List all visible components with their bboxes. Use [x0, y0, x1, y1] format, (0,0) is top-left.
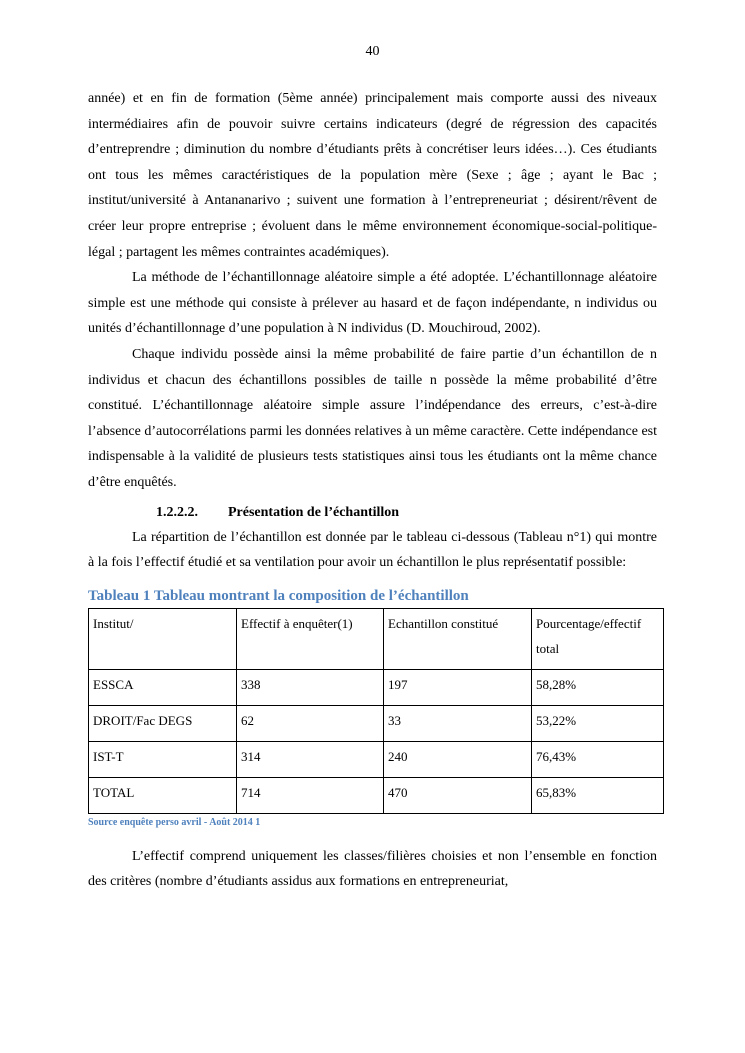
table-row	[89, 741, 664, 777]
table-row	[89, 669, 664, 705]
table-cell: 470	[384, 777, 532, 813]
table-row	[89, 705, 664, 741]
table-cell: 197	[384, 669, 532, 705]
table-cell: 76,43%	[532, 741, 664, 777]
table-source: Source enquête perso avril - Août 2014 1	[88, 816, 261, 828]
table-row-total	[89, 777, 664, 813]
table-cell: IST-T	[89, 741, 237, 777]
table-cell: 62	[237, 705, 384, 741]
table-cell: 58,28%	[532, 669, 664, 705]
paragraph-distribution: La répartition de l’échantillon est donnée par le tableau ci-dessous (Tableau n°1) qui montre à la fois l’effectif étudié et sa ventilation pour avoir un échantillon le plus représentatif possible:	[88, 529, 657, 571]
section-title: Présentation de l’échantillon	[228, 504, 400, 520]
page-number: 40	[365, 44, 380, 59]
table-cell: 33	[384, 705, 532, 741]
paragraph-method: La méthode de l’échantillonnage aléatoire simple a été adoptée. L’échantillonnage aléatoire simple est une méthode qui consiste à prélever au hasard et de façon indépendante, n individus ou unités d’échantillonnage d’une population à N individus (D. Mouchiroud, 2002).	[88, 270, 657, 337]
table-header-cell: Institut/	[89, 608, 237, 669]
table-cell: 338	[237, 669, 384, 705]
section-number: 1.2.2.2.	[156, 504, 198, 520]
table-cell: 53,22%	[532, 705, 664, 741]
table-cell: 314	[237, 741, 384, 777]
spacer	[88, 830, 657, 844]
table-cell: ESSCA	[89, 669, 237, 705]
paragraph-probability: Chaque individu possède ainsi la même probabilité de faire partie d’un échantillon de n individus et chacun des échantillons possibles de taille n possède la même probabilité d’être constitué. L’échantillonnage aléatoire simple assure l’indépendance des erreurs, c’est-à-dire l’absence d’autocorrélations parmi les données relatives à un même caractère. Cette indépendance est indispensable à la validité de plusieurs tests statistiques ainsi tous les étudiants ont la même chance d’être enquêtés.	[88, 346, 657, 490]
table-cell: DROIT/Fac DEGS	[89, 705, 237, 741]
table-header-row	[89, 608, 664, 669]
table-cell: 65,83%	[532, 777, 664, 813]
paragraph-intro: année) et en fin de formation (5ème année) principalement mais comporte aussi des niveaux intermédiaires afin de pouvoir suivre certains indicateurs (degré de régression des capacités d’entreprendre ; diminution du nombre d’étudiants prêts à concrétiser leurs idées…). Ces étudiants ont tous les mêmes caractéristiques de la population mère (Sexe ; âge ; ayant le Bac ; institut/université à Antananarivo ; suivent une formation à l’entrepreneuriat ; désirent/rêvent de créer leur propre entreprise ; évoluent dans le même environnement économique-social-politique-légal ; partagent les mêmes contraintes académiques).	[88, 91, 657, 260]
table-header-cell: Echantillon constitué	[384, 608, 532, 669]
paragraph-final: L’effectif comprend uniquement les classes/filières choisies et non l’ensemble en fonction des critères (nombre d’étudiants assidus aux formations en entrepreneuriat,	[88, 848, 657, 890]
table-cell: TOTAL	[89, 777, 237, 813]
table-cell: 714	[237, 777, 384, 813]
page-content	[88, 86, 657, 895]
table-header-cell: Effectif à enquêter(1)	[237, 608, 384, 669]
table-header-cell: Pourcentage/effectif total	[532, 608, 664, 669]
section-heading	[88, 500, 657, 525]
sample-composition-table	[88, 608, 664, 814]
table-caption: Tableau 1 Tableau montrant la composition de l’échantillon	[88, 587, 469, 604]
table-cell: 240	[384, 741, 532, 777]
